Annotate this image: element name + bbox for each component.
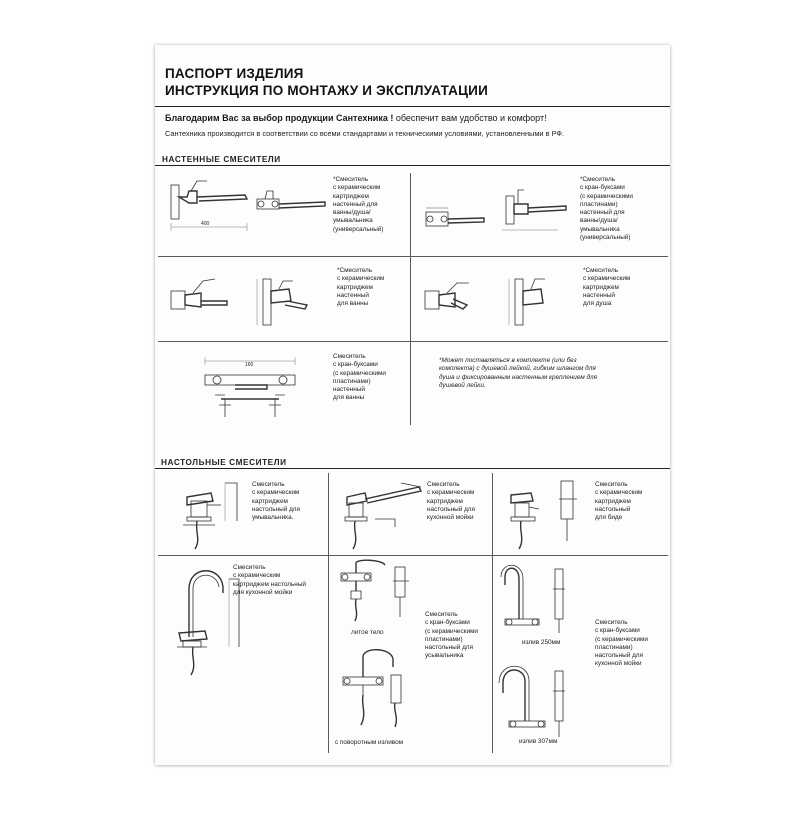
- desk-caption-5: Смеситель с кран-буксами (с керамическими пластинами) настольный для усывальника: [425, 611, 479, 660]
- wall-caption-1: *Смеситель с керамическим картриджем настенный для ванны/душа/ умывальника (универсальный): [333, 176, 384, 233]
- wall-mixer-universal-diagram-1: [167, 175, 253, 237]
- wall-mixer-kranbuksa-diagram: [418, 178, 568, 250]
- desk-caption-6: Смеситель с кран-буксами (с керамическими пластинами) настольный для кухонной мойки: [595, 619, 649, 668]
- wall-caption-5: Смеситель с кран-буксами (с керамическими пластинами) настенный для ванны: [333, 353, 387, 402]
- spout-250-label: излив 250мм: [522, 639, 561, 646]
- wall-mixer-bath-diagram: [167, 267, 343, 333]
- dim-label-160: 160: [245, 362, 254, 368]
- instruction-sheet: [155, 45, 670, 765]
- wall-mixer-shower-diagram: [419, 269, 575, 331]
- desk-caption-2: Смеситель с керамическим картриджем настольный для кухонной мойки: [427, 481, 475, 522]
- desk-grid-v2: [492, 473, 493, 753]
- wall-grid-h2: [158, 341, 668, 342]
- desk-grid-h: [158, 555, 668, 556]
- wall-grid-h1: [158, 256, 668, 257]
- desk-mixer-spout250-diagram: [497, 559, 573, 635]
- desk-mixer-cast-body-diagram: [337, 559, 417, 625]
- desk-mixer-spout307-diagram: [497, 657, 573, 741]
- wall-caption-4: *Смеситель с керамическим картриджем настенный для душа: [583, 267, 631, 308]
- spout-307-label: излив 307мм: [519, 738, 558, 745]
- wall-delivery-note: *Может поставляться в комплекте (или без комплекта) с душевой лейкой, гибким шлангом для душа и фиксированным настенным креплением для душевой лейки.: [439, 357, 598, 389]
- desk-mixer-swivel-spout-diagram: [337, 645, 417, 731]
- dim-label-400: 400: [201, 221, 210, 227]
- wall-mixer-universal-diagram-1b: [253, 185, 329, 237]
- title-line-2: ИНСТРУКЦИЯ ПО МОНТАЖУ И ЭКСПЛУАТАЦИИ: [165, 83, 488, 98]
- wall-caption-2: *Смеситель с кран-буксами (с керамическими пластинами) настенный для ванны/душа/ умывальника (универсальный): [580, 176, 634, 242]
- wall-section-rule: [155, 165, 670, 166]
- thanks-bold: Благодарим Вас за выбор продукции Сантехника !: [165, 113, 394, 123]
- header-divider: [155, 106, 670, 107]
- desk-caption-1: Смеситель с керамическим картриджем настольный для умывальника.: [252, 481, 300, 522]
- desk-section-rule: [155, 468, 670, 469]
- desk-caption-4: Смеситель с керамическим картриджем настольный для кухонной мойки: [233, 564, 306, 596]
- title-line-1: ПАСПОРТ ИЗДЕЛИЯ: [165, 66, 304, 81]
- desk-grid-v1: [328, 473, 329, 753]
- wall-section-heading: НАСТЕННЫЕ СМЕСИТЕЛИ: [162, 155, 281, 164]
- desk-mixer-basin-diagram: [177, 475, 251, 551]
- wall-grid-v: [410, 173, 411, 425]
- desk-mixer-kitchen-diagram: [335, 475, 431, 551]
- desk-section-heading: НАСТОЛЬНЫЕ СМЕСИТЕЛИ: [161, 458, 287, 467]
- thanks-rest: обеспечит вам удобство и комфорт!: [393, 113, 547, 123]
- cast-body-label: литое тело: [351, 629, 384, 636]
- thanks-line: [165, 113, 547, 123]
- wall-caption-3: *Смеситель с керамическим картриджем настенный для ванны: [337, 267, 385, 308]
- standards-note: Сантехника производится в соответствии со всеми стандартами и техническими условиями, установленными в РФ.: [165, 129, 565, 138]
- desk-mixer-bidet-diagram: [501, 475, 589, 551]
- swivel-spout-label: с поворотным изливом: [335, 739, 404, 746]
- desk-caption-3: Смеситель с керамическим картриджем настольный для биде: [595, 481, 643, 522]
